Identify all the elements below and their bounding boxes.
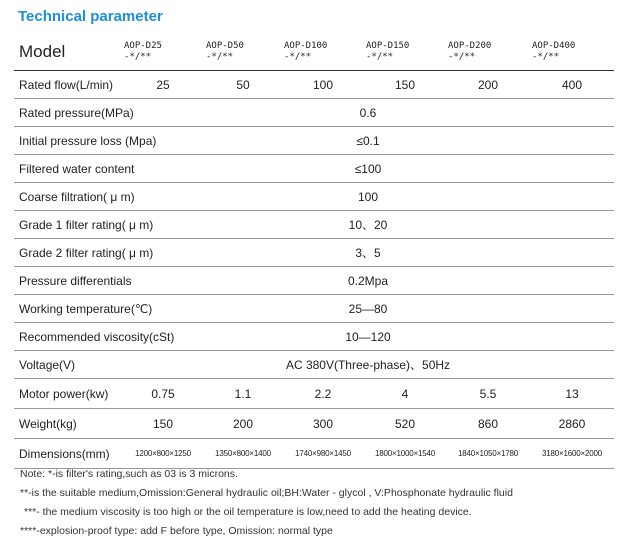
table-cell: ≤100 <box>122 155 614 183</box>
table-cell: 2860 <box>530 409 614 439</box>
notes <box>20 465 620 541</box>
table-cell: 4 <box>364 379 446 409</box>
grade1-row <box>14 211 614 239</box>
table-cell: 0.6 <box>122 99 614 127</box>
table-cell: 0.75 <box>122 379 204 409</box>
table-cell: 1.1 <box>204 379 282 409</box>
model-row <box>14 34 614 71</box>
model-suffix: -*/** <box>206 52 234 62</box>
table-cell: 860 <box>446 409 530 439</box>
rated-flow-row <box>14 71 614 99</box>
table-cell: 1840×1050×1780 <box>446 439 530 469</box>
model-cell <box>282 34 364 71</box>
table-cell: 0.2Mpa <box>122 267 614 295</box>
model-cell <box>446 34 530 71</box>
table-cell: 13 <box>530 379 614 409</box>
table-cell: 100 <box>282 71 364 99</box>
table-cell: 3180×1600×2000 <box>530 439 614 469</box>
model-cell <box>204 34 282 71</box>
model-cell <box>530 34 614 71</box>
row-label: Motor power(kw) <box>14 379 122 409</box>
weight-row <box>14 409 614 439</box>
model-label: Model <box>14 34 122 71</box>
table-cell: 1740×980×1450 <box>282 439 364 469</box>
row-label: Pressure differentials <box>14 267 122 295</box>
model-name: AOP-D200 <box>448 41 492 51</box>
initial-pressure-loss-row <box>14 127 614 155</box>
note-line: Note: *-is filter's rating,such as 03 is 3 microns. <box>20 468 238 480</box>
voltage-row <box>14 351 614 379</box>
row-label: Working temperature(℃) <box>14 295 122 323</box>
table-cell: 400 <box>530 71 614 99</box>
model-name: AOP-D150 <box>366 41 410 51</box>
viscosity-row <box>14 323 614 351</box>
table-cell: 1800×1000×1540 <box>364 439 446 469</box>
row-label: Weight(kg) <box>14 409 122 439</box>
model-suffix: -*/** <box>448 52 476 62</box>
row-label: Dimensions(mm) <box>14 439 122 469</box>
technical-parameter-table <box>14 34 614 469</box>
grade2-row <box>14 239 614 267</box>
model-name: AOP-D50 <box>206 41 244 51</box>
model-name: AOP-D100 <box>284 41 328 51</box>
row-label: Rated flow(L/min) <box>14 71 122 99</box>
table-cell: 1350×800×1400 <box>204 439 282 469</box>
model-cell <box>122 34 204 71</box>
table-cell: 25—80 <box>122 295 614 323</box>
row-label: Grade 2 filter rating( μ m) <box>14 239 122 267</box>
motor-power-row <box>14 379 614 409</box>
pressure-diff-row <box>14 267 614 295</box>
table-cell: 150 <box>364 71 446 99</box>
table-cell: 1200×800×1250 <box>122 439 204 469</box>
table-cell: ≤0.1 <box>122 127 614 155</box>
row-label: Recommended viscosity(cSt) <box>14 323 122 351</box>
page-title: Technical parameter <box>18 8 163 25</box>
table-cell: 3、5 <box>122 239 614 267</box>
model-suffix: -*/** <box>284 52 312 62</box>
model-suffix: -*/** <box>124 52 152 62</box>
note-line: ****-explosion-proof type: add F before type, Omission: normal type <box>20 525 333 537</box>
model-name: AOP-D25 <box>124 41 162 51</box>
table-cell: 520 <box>364 409 446 439</box>
table-cell: AC 380V(Three-phase)、50Hz <box>122 351 614 379</box>
table-cell: 10、20 <box>122 211 614 239</box>
row-label: Initial pressure loss (Mpa) <box>14 127 122 155</box>
working-temp-row <box>14 295 614 323</box>
row-label: Filtered water content <box>14 155 122 183</box>
rated-pressure-row <box>14 99 614 127</box>
coarse-filtration-row <box>14 183 614 211</box>
table-cell: 50 <box>204 71 282 99</box>
model-name: AOP-D400 <box>532 41 576 51</box>
table-cell: 200 <box>446 71 530 99</box>
table-cell: 200 <box>204 409 282 439</box>
table-cell: 2.2 <box>282 379 364 409</box>
table-cell: 150 <box>122 409 204 439</box>
row-label: Grade 1 filter rating( μ m) <box>14 211 122 239</box>
dimensions-row <box>14 439 614 469</box>
filtered-water-row <box>14 155 614 183</box>
note-line: **-is the suitable medium,Omission:General hydraulic oil;BH:Water - glycol , V:Phosphonate hydraulic fluid <box>20 487 513 499</box>
row-label: Rated pressure(MPa) <box>14 99 122 127</box>
model-suffix: -*/** <box>532 52 560 62</box>
note-line: ***- the medium viscosity is too high or the oil temperature is low,need to add the heating device. <box>24 506 472 518</box>
row-label: Coarse filtration( μ m) <box>14 183 122 211</box>
model-suffix: -*/** <box>366 52 394 62</box>
table-cell: 5.5 <box>446 379 530 409</box>
model-cell <box>364 34 446 71</box>
table-cell: 10—120 <box>122 323 614 351</box>
row-label: Voltage(V) <box>14 351 122 379</box>
table-cell: 100 <box>122 183 614 211</box>
table-cell: 25 <box>122 71 204 99</box>
table-cell: 300 <box>282 409 364 439</box>
